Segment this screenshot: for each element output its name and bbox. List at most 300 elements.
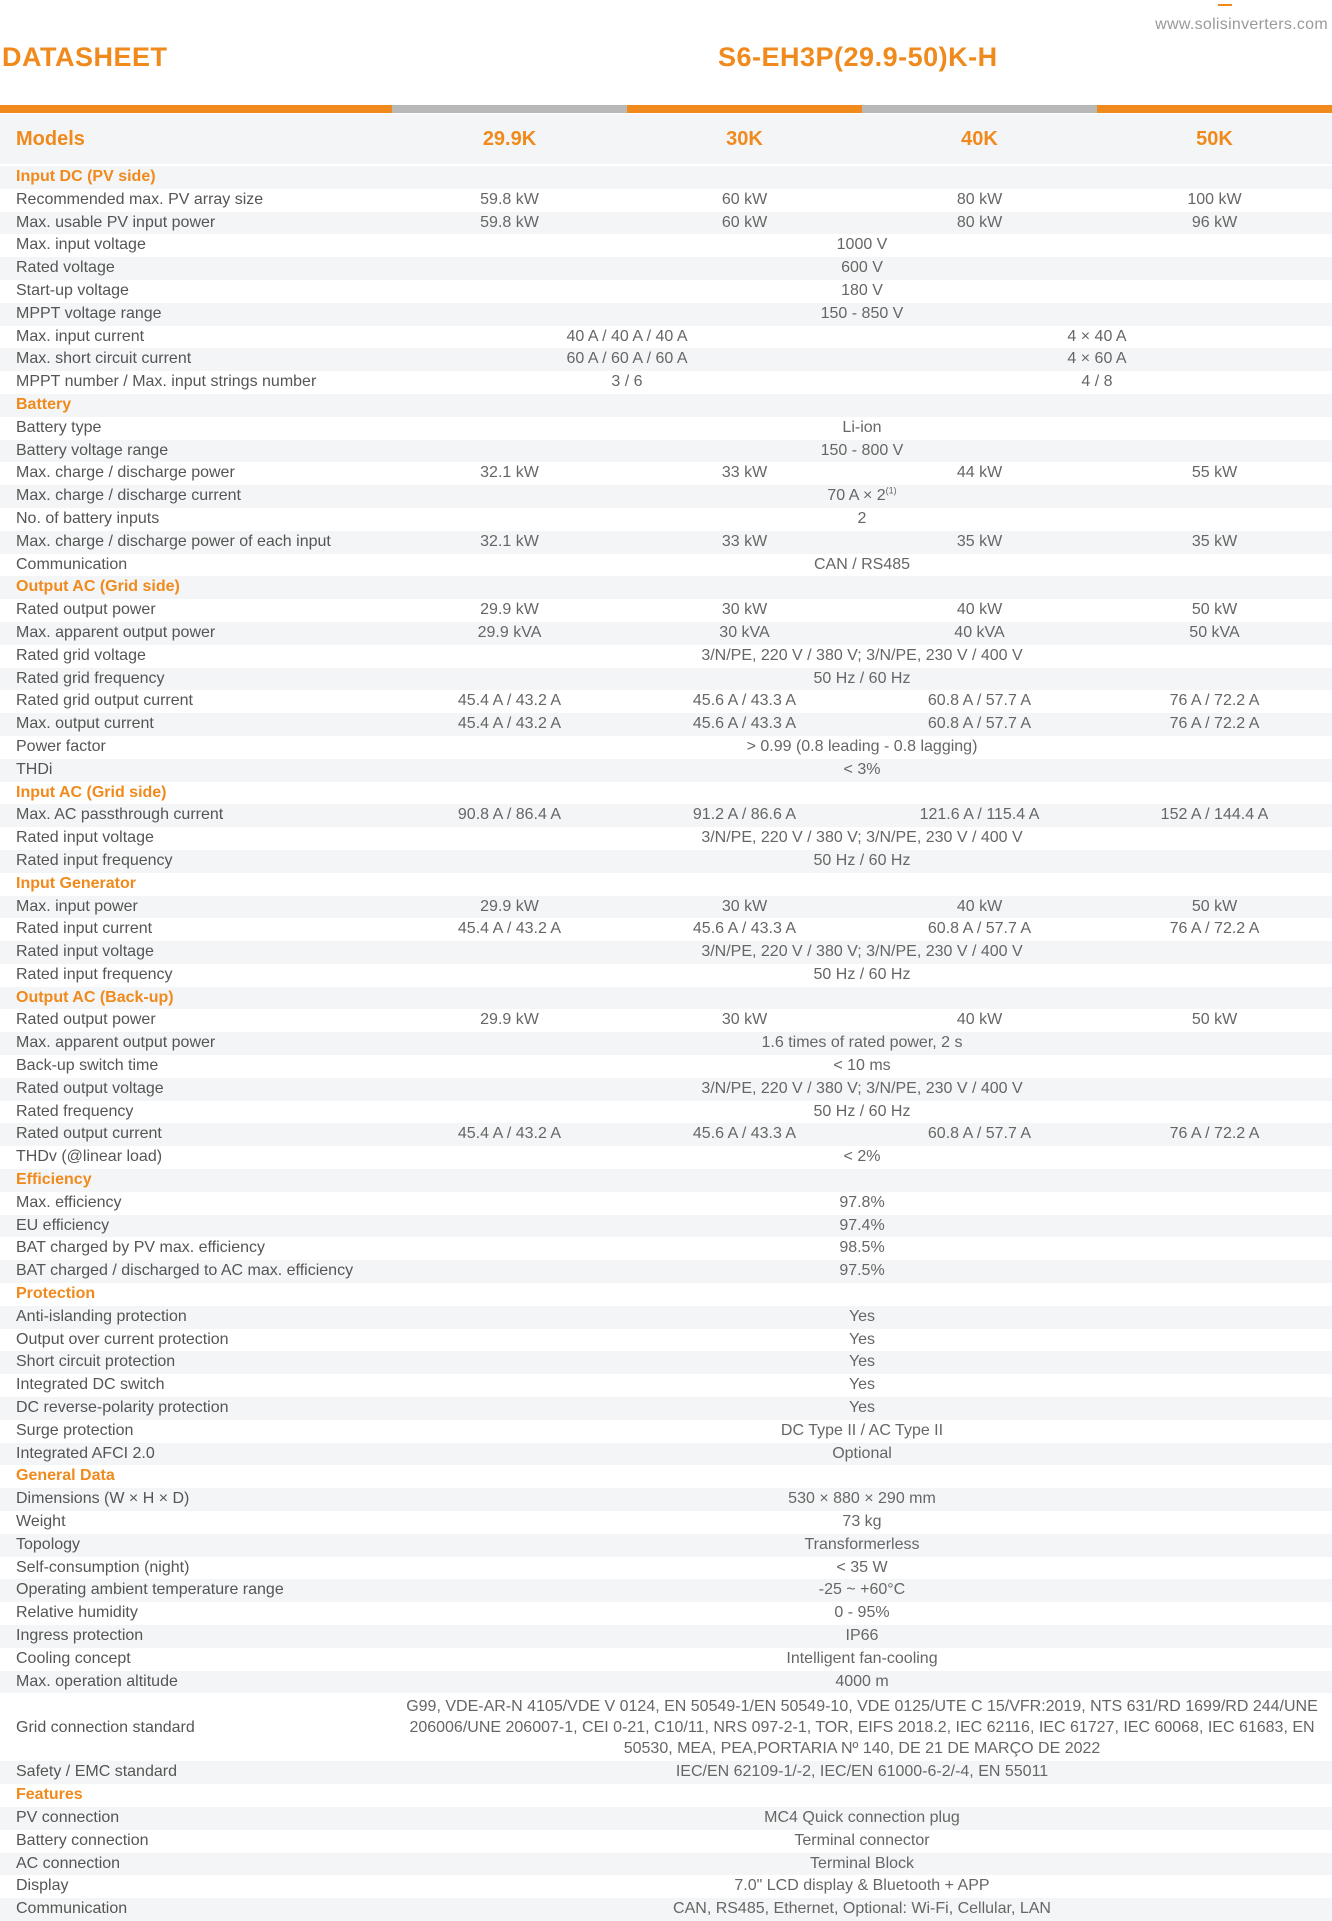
spec-value [1097, 1123, 1332, 1146]
spec-value [1097, 1009, 1332, 1032]
spec-row-rated-output-current [0, 1123, 1332, 1146]
spec-value-text: 32.1 kW [480, 532, 539, 550]
spec-value [1097, 531, 1332, 554]
spec-value-text: 50 Hz / 60 Hz [813, 965, 911, 983]
spec-value-text: < 10 ms [833, 1057, 891, 1075]
spec-value-text: 45.4 A / 43.2 A [457, 715, 562, 733]
spec-value [627, 462, 862, 485]
spec-value-text: 80 kW [956, 213, 1003, 231]
spec-value-text: 50 Hz / 60 Hz [813, 669, 911, 687]
section-heading-input-ac-grid-side [0, 782, 1332, 805]
spec-value [392, 918, 627, 941]
spec-value [392, 1602, 1332, 1625]
spec-value [392, 850, 1332, 873]
spec-value-text: 60.8 A / 57.7 A [927, 692, 1032, 710]
spec-row-integrated-afci-2-0 [0, 1443, 1332, 1466]
spec-value-text: 60.8 A / 57.7 A [927, 715, 1032, 733]
spec-value [1097, 918, 1332, 941]
spec-value [627, 531, 862, 554]
spec-value [392, 690, 627, 713]
spec-value [1097, 462, 1332, 485]
spec-label: Max. input voltage [16, 236, 146, 254]
spec-value-text: 45.4 A / 43.2 A [457, 920, 562, 938]
spec-value-text: 4000 m [835, 1672, 889, 1690]
spec-value-text: 50 kW [1191, 1011, 1238, 1029]
spec-value-text: 121.6 A / 115.4 A [919, 806, 1040, 824]
spec-label: DC reverse-polarity protection [16, 1399, 229, 1417]
spec-value-text: 180 V [841, 281, 883, 299]
spec-value-text: 3/N/PE, 220 V / 380 V; 3/N/PE, 230 V / 400 V [701, 1079, 1023, 1097]
section-title: Input DC (PV side) [16, 168, 156, 185]
spec-row-topology [0, 1534, 1332, 1557]
spec-value-text: 2 [857, 509, 867, 527]
spec-value-text: 40 kW [956, 897, 1003, 915]
spec-value [392, 1306, 1332, 1329]
spec-label: Battery connection [16, 1831, 149, 1849]
spec-label: Max. apparent output power [16, 1034, 216, 1052]
spec-row-battery-voltage-range [0, 440, 1332, 463]
spec-value [392, 1557, 1332, 1580]
spec-label: Output over current protection [16, 1330, 229, 1348]
spec-value-text: 600 V [841, 259, 883, 277]
spec-value-text: 45.6 A / 43.3 A [692, 920, 797, 938]
spec-value-text: < 2% [843, 1148, 881, 1166]
spec-value-text: 73 kg [842, 1513, 882, 1531]
spec-label: Rated output power [16, 1011, 156, 1029]
spec-row-communication [0, 1898, 1332, 1921]
spec-row-rated-grid-voltage [0, 645, 1332, 668]
spec-value-text: 3 / 6 [611, 373, 643, 391]
spec-label: Rated grid output current [16, 692, 193, 710]
spec-value [862, 1009, 1097, 1032]
spec-row-mppt-number-max-input-strings-number [0, 371, 1332, 394]
spec-value [627, 212, 862, 235]
spec-value [862, 348, 1332, 371]
spec-row-rated-input-voltage [0, 941, 1332, 964]
bar-segment-orange [627, 105, 862, 113]
spec-row-eu-efficiency [0, 1215, 1332, 1238]
section-title: Input AC (Grid side) [16, 783, 167, 801]
header-color-bar [0, 105, 1332, 113]
section-heading-input-generator [0, 873, 1332, 896]
spec-value-text: 29.9 kW [480, 897, 539, 915]
spec-row-pv-connection [0, 1807, 1332, 1830]
spec-value-text: 97.5% [839, 1262, 885, 1280]
spec-row-rated-grid-frequency [0, 668, 1332, 691]
spec-value [392, 599, 627, 622]
spec-value [392, 303, 1332, 326]
spec-value-text: 50 kW [1191, 897, 1238, 915]
spec-value-text: Terminal Block [809, 1854, 915, 1872]
spec-value [392, 1761, 1332, 1784]
spec-value-text: 29.9 kVA [477, 623, 542, 641]
spec-value-text: CAN, RS485, Ethernet, Optional: Wi-Fi, Cellular, LAN [673, 1900, 1051, 1918]
spec-label: Topology [16, 1535, 81, 1553]
spec-row-max-usable-pv-input-power [0, 212, 1332, 235]
spec-value-text: 60 kW [721, 213, 768, 231]
spec-value-text: 45.6 A / 43.3 A [692, 692, 797, 710]
spec-label: Anti-islanding protection [16, 1307, 187, 1325]
spec-row-rated-input-current [0, 918, 1332, 941]
spec-label: AC connection [16, 1854, 121, 1872]
spec-label: THDi [16, 760, 53, 778]
spec-value-text: 90.8 A / 86.4 A [457, 806, 562, 824]
spec-value [392, 1830, 1332, 1853]
spec-value-text: 50 Hz / 60 Hz [813, 851, 911, 869]
spec-label: Rated output power [16, 601, 156, 619]
spec-label: Rated input voltage [16, 829, 154, 847]
section-title: Efficiency [16, 1171, 92, 1189]
spec-value-text: < 35 W [836, 1558, 888, 1576]
spec-value [392, 941, 1332, 964]
spec-value [1097, 896, 1332, 919]
spec-label: Integrated AFCI 2.0 [16, 1444, 155, 1462]
spec-row-ingress-protection [0, 1625, 1332, 1648]
spec-label: Safety / EMC standard [16, 1763, 177, 1781]
spec-value [392, 1671, 1332, 1694]
spec-row-operating-ambient-temperature-range [0, 1579, 1332, 1602]
spec-value-text: Terminal connector [794, 1831, 930, 1849]
doc-title: DATASHEET [2, 42, 168, 72]
spec-row-max-charge-discharge-power-of-each-input [0, 531, 1332, 554]
spec-row-battery-connection [0, 1830, 1332, 1853]
spec-value-text: 96 kW [1191, 213, 1238, 231]
spec-label: MPPT number / Max. input strings number [16, 373, 317, 391]
spec-row-relative-humidity [0, 1602, 1332, 1625]
spec-row-max-ac-passthrough-current [0, 804, 1332, 827]
spec-value [862, 462, 1097, 485]
spec-value-text: 45.6 A / 43.3 A [692, 1125, 797, 1143]
spec-value [392, 1625, 1332, 1648]
spec-value [1097, 690, 1332, 713]
spec-label: Max. operation altitude [16, 1672, 178, 1690]
spec-label: Rated input frequency [16, 851, 173, 869]
spec-value [862, 212, 1097, 235]
spec-value-text: 76 A / 72.2 A [1169, 1125, 1260, 1143]
spec-label: BAT charged by PV max. efficiency [16, 1239, 266, 1257]
spec-row-start-up-voltage [0, 280, 1332, 303]
spec-value [392, 1260, 1332, 1283]
spec-value-text: 33 kW [721, 532, 768, 550]
section-title: Output AC (Grid side) [16, 578, 180, 596]
section-title: Protection [16, 1285, 96, 1303]
spec-value-text: < 3% [843, 760, 881, 778]
spec-label: EU efficiency [16, 1216, 110, 1234]
spec-value-text: Intelligent fan-cooling [786, 1649, 938, 1667]
bar-segment-orange [0, 105, 392, 113]
spec-row-mppt-voltage-range [0, 303, 1332, 326]
spec-value-text: 45.4 A / 43.2 A [457, 1125, 562, 1143]
spec-value [392, 326, 862, 349]
spec-value [392, 713, 627, 736]
spec-value [1097, 622, 1332, 645]
spec-value [392, 1237, 1332, 1260]
spec-value [1097, 804, 1332, 827]
spec-value-text: DC Type II / AC Type II [780, 1421, 944, 1439]
spec-row-rated-voltage [0, 257, 1332, 280]
spec-value [627, 599, 862, 622]
spec-label: Max. efficiency [16, 1193, 122, 1211]
spec-value-text: 40 kVA [954, 623, 1005, 641]
spec-row-rated-input-voltage [0, 827, 1332, 850]
spec-value [862, 622, 1097, 645]
spec-row-max-charge-discharge-current [0, 485, 1332, 508]
spec-label: Max. short circuit current [16, 350, 192, 368]
bar-segment-gray [392, 105, 627, 113]
spec-row-ac-connection [0, 1853, 1332, 1876]
spec-value-text: 0 - 95% [834, 1604, 890, 1622]
model-column-header: 30K [726, 127, 763, 150]
spec-value-text: Optional [832, 1444, 892, 1462]
spec-value [1097, 713, 1332, 736]
spec-value [862, 690, 1097, 713]
spec-row-max-charge-discharge-power [0, 462, 1332, 485]
spec-value-text: 45.4 A / 43.2 A [457, 692, 562, 710]
spec-value-text: 4 × 60 A [1067, 350, 1127, 368]
section-heading-output-ac-back-up [0, 987, 1332, 1010]
spec-value [862, 531, 1097, 554]
spec-value-text: 1.6 times of rated power, 2 s [761, 1034, 963, 1052]
spec-value-text: 29.9 kW [480, 601, 539, 619]
spec-value-text: 30 kW [721, 601, 768, 619]
spec-value-text: 59.8 kW [480, 190, 539, 208]
spec-value [392, 234, 1332, 257]
spec-label: Rated voltage [16, 259, 115, 277]
spec-row-max-efficiency [0, 1192, 1332, 1215]
spec-row-rated-grid-output-current [0, 690, 1332, 713]
spec-value-text: -25 ~ +60°C [818, 1581, 906, 1599]
spec-label: Rated output voltage [16, 1079, 164, 1097]
spec-row-rated-input-frequency [0, 964, 1332, 987]
spec-row-rated-frequency [0, 1101, 1332, 1124]
spec-value-text: 50 kVA [1189, 623, 1240, 641]
spec-label: Max. input current [16, 327, 145, 345]
spec-value-text: 98.5% [839, 1239, 885, 1257]
spec-row-rated-output-voltage [0, 1078, 1332, 1101]
spec-label: Rated input voltage [16, 943, 154, 961]
spec-value [392, 1875, 1332, 1898]
spec-row-max-operation-altitude [0, 1671, 1332, 1694]
spec-table [0, 166, 1332, 1921]
spec-value [392, 1853, 1332, 1876]
spec-value [392, 1009, 627, 1032]
spec-value [392, 417, 1332, 440]
spec-row-self-consumption-night [0, 1557, 1332, 1580]
spec-value [392, 1192, 1332, 1215]
model-column-header: 40K [961, 127, 998, 150]
spec-value-text: Yes [848, 1376, 876, 1394]
spec-value-text: Li-ion [842, 418, 882, 436]
spec-value [1097, 599, 1332, 622]
spec-value [392, 212, 627, 235]
spec-row-output-over-current-protection [0, 1329, 1332, 1352]
spec-value-text: 35 kW [956, 532, 1003, 550]
bar-segment-orange [1097, 105, 1332, 113]
spec-label: THDv (@linear load) [16, 1148, 163, 1166]
website-url[interactable]: www.solisinverters.com [1155, 16, 1328, 33]
spec-value-text: 55 kW [1191, 464, 1238, 482]
spec-value-text: 30 kW [721, 1011, 768, 1029]
spec-value-text: 76 A / 72.2 A [1169, 920, 1260, 938]
spec-row-thdv-linear-load [0, 1146, 1332, 1169]
spec-row-max-input-power [0, 896, 1332, 919]
spec-row-max-input-voltage [0, 234, 1332, 257]
spec-label: No. of battery inputs [16, 509, 160, 527]
spec-row-thdi [0, 759, 1332, 782]
spec-value [862, 1123, 1097, 1146]
spec-value-text: MC4 Quick connection plug [764, 1808, 960, 1826]
spec-value [392, 1329, 1332, 1352]
section-title: Input Generator [16, 874, 137, 892]
spec-value-text: Transformerless [804, 1535, 920, 1553]
spec-value [627, 804, 862, 827]
spec-value-text: 60.8 A / 57.7 A [927, 1125, 1032, 1143]
spec-value [392, 554, 1332, 577]
spec-value-text: 100 kW [1187, 190, 1242, 208]
spec-row-rated-input-frequency [0, 850, 1332, 873]
spec-value [392, 1351, 1332, 1374]
spec-row-weight [0, 1511, 1332, 1534]
spec-label: Grid connection standard [16, 1718, 195, 1736]
section-title: General Data [16, 1467, 115, 1485]
spec-label: Communication [16, 555, 128, 573]
spec-row-cooling-concept [0, 1648, 1332, 1671]
spec-label: Integrated DC switch [16, 1376, 165, 1394]
spec-value-text: 44 kW [956, 464, 1003, 482]
section-heading-output-ac-grid-side [0, 576, 1332, 599]
spec-value [627, 189, 862, 212]
spec-value [392, 1078, 1332, 1101]
spec-value [392, 1123, 627, 1146]
spec-label: Surge protection [16, 1421, 134, 1439]
spec-row-grid-connection-standard [0, 1693, 1332, 1761]
spec-label: Max. charge / discharge power [16, 464, 235, 482]
spec-label: Communication [16, 1900, 128, 1918]
spec-value [392, 736, 1332, 759]
spec-value [392, 1807, 1332, 1830]
spec-row-rated-output-power [0, 599, 1332, 622]
spec-value [392, 1055, 1332, 1078]
spec-value-text: 530 × 880 × 290 mm [788, 1490, 936, 1508]
spec-value [392, 1032, 1332, 1055]
spec-value [862, 599, 1097, 622]
spec-row-max-apparent-output-power [0, 1032, 1332, 1055]
spec-value [392, 964, 1332, 987]
spec-value [627, 896, 862, 919]
spec-value-text: 33 kW [721, 464, 768, 482]
spec-value [862, 918, 1097, 941]
spec-value-text: 60.8 A / 57.7 A [927, 920, 1032, 938]
spec-value-text: 4 × 40 A [1067, 327, 1127, 345]
spec-value [392, 1397, 1332, 1420]
spec-value-text: Yes [848, 1353, 876, 1371]
spec-label: Recommended max. PV array size [16, 190, 264, 208]
spec-value [392, 485, 1332, 508]
section-title: Output AC (Back-up) [16, 988, 174, 1006]
spec-value [392, 531, 627, 554]
spec-row-bat-charged-by-pv-max-efficiency [0, 1237, 1332, 1260]
spec-value-text: 60 kW [721, 190, 768, 208]
section-heading-protection [0, 1283, 1332, 1306]
section-heading-general-data [0, 1465, 1332, 1488]
spec-value-text: 3/N/PE, 220 V / 380 V; 3/N/PE, 230 V / 400 V [701, 943, 1023, 961]
spec-value [627, 1123, 862, 1146]
spec-value-text: 1000 V [836, 236, 888, 254]
spec-label: PV connection [16, 1808, 120, 1826]
spec-value [392, 189, 627, 212]
spec-value [392, 1215, 1332, 1238]
spec-value-text: 152 A / 144.4 A [1160, 806, 1269, 824]
spec-value [392, 280, 1332, 303]
spec-label: Max. charge / discharge current [16, 487, 241, 505]
spec-value-text: 150 - 850 V [820, 304, 904, 322]
model-column-header: 29.9K [482, 127, 537, 150]
spec-label: Operating ambient temperature range [16, 1581, 284, 1599]
spec-value [392, 622, 627, 645]
spec-value-text: 70 A × 2 [827, 487, 886, 505]
spec-label: Max. apparent output power [16, 623, 216, 641]
spec-value [862, 896, 1097, 919]
spec-label: MPPT voltage range [16, 304, 162, 322]
spec-value [392, 759, 1332, 782]
spec-value-text: 35 kW [1191, 532, 1238, 550]
spec-value-text: 97.4% [839, 1216, 885, 1234]
spec-value [627, 713, 862, 736]
spec-value-text: 150 - 800 V [820, 441, 904, 459]
spec-value [1097, 212, 1332, 235]
spec-row-surge-protection [0, 1420, 1332, 1443]
section-heading-battery [0, 394, 1332, 417]
spec-value-text: 29.9 kW [480, 1011, 539, 1029]
spec-value-text: G99, VDE-AR-N 4105/VDE V 0124, EN 50549-1/EN 50549-10, VDE 0125/UTE C 15/VFR:2019, NTS 631/RD 1699/RD 244/UNE 206006/UNE 206007-1, CEI 0-21, C10/11, NRS 097-2-1, TOR, EIFS 2018.2, IEC 62116, IEC 61727, IEC 60068, IEC 61683, EN 50530, MEA, PEA,PORTARIA Nº 140, DE 21 DE MARÇO DE 2022 [406, 1697, 1318, 1757]
spec-value-text: IEC/EN 62109-1/-2, IEC/EN 61000-6-2/-4, EN 55011 [675, 1763, 1049, 1781]
spec-value [392, 371, 862, 394]
spec-row-max-apparent-output-power [0, 622, 1332, 645]
section-heading-input-dc-pv-side [0, 166, 1332, 189]
spec-row-anti-islanding-protection [0, 1306, 1332, 1329]
spec-value-text: 50 kW [1191, 601, 1238, 619]
model-column-header: 50K [1196, 127, 1233, 150]
spec-value-text: 60 A / 60 A / 60 A [566, 350, 688, 368]
spec-value [392, 804, 627, 827]
spec-value [392, 1511, 1332, 1534]
spec-value [862, 804, 1097, 827]
spec-label: Display [16, 1877, 69, 1895]
spec-label: Battery voltage range [16, 441, 169, 459]
spec-label: Dimensions (W × H × D) [16, 1490, 190, 1508]
spec-row-recommended-max-pv-array-size [0, 189, 1332, 212]
spec-label: Rated frequency [16, 1102, 134, 1120]
spec-row-no-of-battery-inputs [0, 508, 1332, 531]
spec-row-power-factor [0, 736, 1332, 759]
spec-value-text: 32.1 kW [480, 464, 539, 482]
spec-value-text: 76 A / 72.2 A [1169, 692, 1260, 710]
spec-value-text: Yes [848, 1330, 876, 1348]
spec-value-text: 50 Hz / 60 Hz [813, 1102, 911, 1120]
spec-value-text: 97.8% [839, 1193, 885, 1211]
spec-row-max-short-circuit-current [0, 348, 1332, 371]
spec-value [392, 1534, 1332, 1557]
spec-value [392, 645, 1332, 668]
spec-label: Weight [16, 1513, 66, 1531]
spec-value [392, 1146, 1332, 1169]
spec-value [392, 1374, 1332, 1397]
section-title: Battery [16, 395, 72, 413]
section-heading-features [0, 1784, 1332, 1807]
spec-value-text: CAN / RS485 [813, 555, 911, 573]
spec-row-rated-output-power [0, 1009, 1332, 1032]
spec-value [392, 257, 1332, 280]
